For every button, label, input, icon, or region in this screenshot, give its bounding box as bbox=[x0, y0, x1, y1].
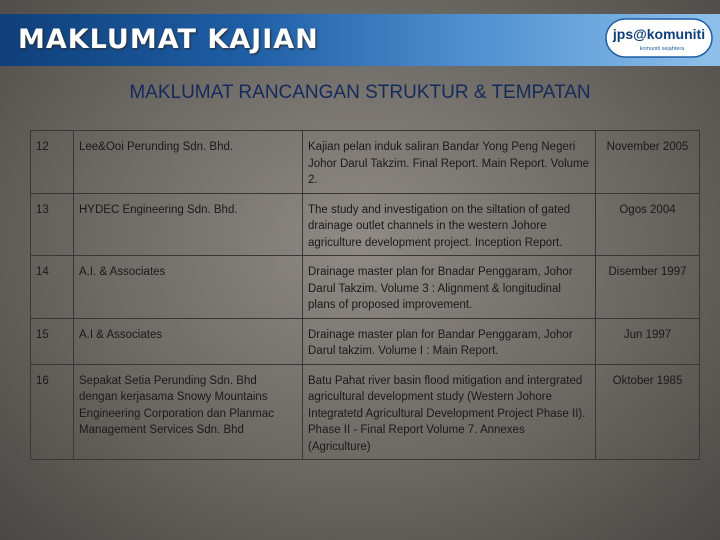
study-date: November 2005 bbox=[596, 131, 700, 194]
consultant-name: A.I & Associates bbox=[74, 318, 303, 364]
consultant-name: HYDEC Engineering Sdn. Bhd. bbox=[74, 193, 303, 256]
study-description: Batu Pahat river basin flood mitigation and intergrated agricultural development study (Western Johore Integratetd Agricultural Development Project Phase II). Phase II - Final Report Volume 7. Annexes (Agriculture) bbox=[303, 364, 596, 460]
study-description: The study and investigation on the siltation of gated drainage outlet channels in the western Johore agriculture development project. Inception Report. bbox=[303, 193, 596, 256]
consultant-name: Sepakat Setia Perunding Sdn. Bhd dengan kerjasama Snowy Mountains Engineering Corporation dan Planmac Management Services Sdn. Bhd bbox=[74, 364, 303, 460]
row-number: 14 bbox=[31, 256, 74, 319]
study-date: Ogos 2004 bbox=[596, 193, 700, 256]
logo-subtext: komuniti sejahtera bbox=[639, 46, 685, 52]
logo-text: jps@komuniti bbox=[612, 26, 706, 42]
row-number: 12 bbox=[31, 131, 74, 194]
row-number: 15 bbox=[31, 318, 74, 364]
jps-logo bbox=[604, 16, 714, 62]
page-title: MAKLUMAT KAJIAN bbox=[18, 24, 319, 55]
study-table bbox=[30, 130, 700, 460]
table-row bbox=[31, 193, 700, 256]
study-date: Disember 1997 bbox=[596, 256, 700, 319]
section-subtitle: MAKLUMAT RANCANGAN STRUKTUR & TEMPATAN bbox=[129, 82, 591, 103]
table-row bbox=[31, 256, 700, 319]
study-date: Jun 1997 bbox=[596, 318, 700, 364]
study-description: Drainage master plan for Bandar Penggaram, Johor Darul takzim. Volume I : Main Report. bbox=[303, 318, 596, 364]
study-date: Oktober 1985 bbox=[596, 364, 700, 460]
table-row bbox=[31, 364, 700, 460]
study-description: Kajian pelan induk saliran Bandar Yong Peng Negeri Johor Darul Takzim. Final Report. Main Report. Volume 2. bbox=[303, 131, 596, 194]
consultant-name: A.I. & Associates bbox=[74, 256, 303, 319]
study-description: Drainage master plan for Bnadar Penggaram, Johor Darul Takzim. Volume 3 : Alignment & longitudinal plans of proposed improvement. bbox=[303, 256, 596, 319]
row-number: 16 bbox=[31, 364, 74, 460]
table-row bbox=[31, 318, 700, 364]
row-number: 13 bbox=[31, 193, 74, 256]
table-row bbox=[31, 131, 700, 194]
consultant-name: Lee&Ooi Perunding Sdn. Bhd. bbox=[74, 131, 303, 194]
